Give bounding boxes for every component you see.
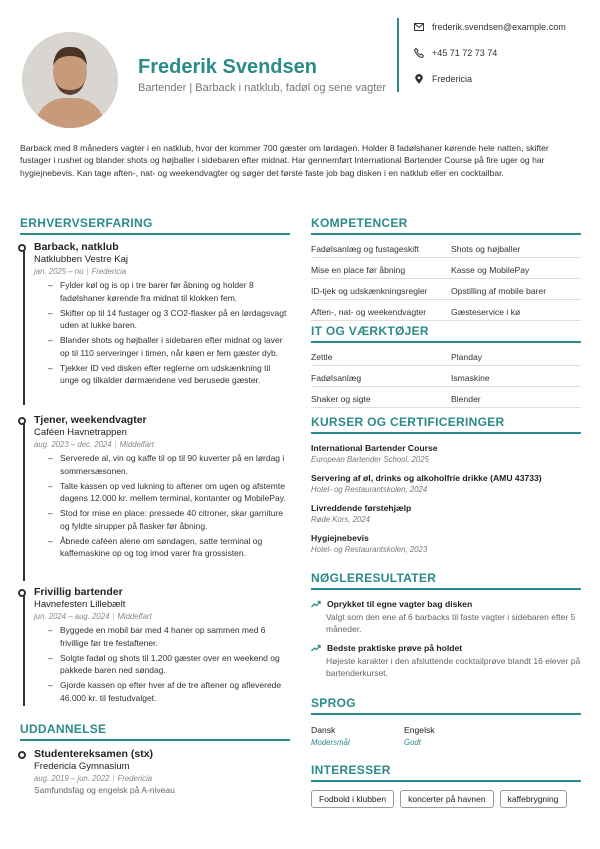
location-pin-icon	[414, 74, 424, 84]
profile-summary: Barback med 8 måneders vagter i en natklub, hvor der kommer 700 gæster om lørdagen. Holder 8 fadølshaner kørende hele natten, skifter fustager i rushet og blander shots og højballer i sidebaren efter midnat. Har gennemført International Bartender Course på fire uger og har hygiejnebevis. Kan tage aften-, nat- og weekendvagter og søger det første faste job bag disken i en natklub eller en cocktailbar.	[20, 143, 549, 178]
interests-heading: INTERESSER	[311, 763, 391, 777]
language-item	[404, 725, 435, 747]
tool-item: Zettle	[311, 352, 451, 366]
interest-tag: koncerter på havnen	[400, 790, 494, 808]
education-heading: UDDANNELSE	[20, 722, 107, 736]
job-meta: jan. 2025 – nu | Fredericia	[34, 267, 127, 276]
job-place: Fredericia	[91, 267, 127, 276]
trending-up-icon	[311, 644, 321, 652]
course-provider: European Bartender School, 2025	[311, 455, 429, 464]
candidate-subtitle: Bartender | Barback i natklub, fadøl og sene vagter	[138, 82, 387, 94]
tool-item: Planday	[451, 352, 581, 366]
course-name: Servering af øl, drinks og alkoholfrie drikke (AMU 43733)	[311, 473, 542, 483]
job-place: Middelfart	[119, 440, 154, 449]
tool-item: Ismaskine	[451, 373, 581, 387]
school-name: Fredericia Gymnasium	[34, 761, 130, 772]
skills-underline	[311, 233, 581, 235]
course-item	[311, 443, 581, 464]
trending-up-icon	[311, 600, 321, 608]
experience-heading: ERHVERVSERFARING	[20, 216, 153, 230]
job-place: Middelfart	[117, 612, 152, 621]
job-bullet: – Gjorde kassen op efter hver af de tre aftener og afleverede 46.000 kr. til festudvalget.	[48, 679, 288, 705]
language-name: Engelsk	[404, 725, 435, 735]
job-title: Barback, natklub	[34, 241, 119, 253]
languages-underline	[311, 713, 581, 715]
timeline-dot	[18, 589, 26, 597]
tools-heading: IT OG VÆRKTØJER	[311, 324, 429, 338]
result-item	[311, 599, 581, 636]
timeline-dot	[18, 751, 26, 759]
skill-item: ID-tjek og udskænkningsregler	[311, 286, 451, 300]
job-bullet: – Talte kassen op ved lukning to aftener om ugen og afstemte dagens 12.000 kr. mellem terminal, kontanter og MobilePay.	[48, 480, 288, 506]
degree-title: Studentereksamen (stx)	[34, 748, 154, 760]
skill-item: Opstilling af mobile barer	[451, 286, 581, 300]
skills-grid	[311, 244, 581, 321]
header-divider	[397, 18, 399, 92]
education-item	[18, 748, 288, 795]
language-level: Modersmål	[311, 738, 350, 747]
skill-item: Gæsteservice i kø	[451, 307, 581, 321]
result-title: Bedste praktiske prøve på holdet	[327, 643, 463, 653]
skills-heading: KOMPETENCER	[311, 216, 408, 230]
job-employer: Havnefesten Lillebælt	[34, 599, 126, 610]
job-bullet: – Åbnede caféen alene om søndagen, satte terminal og kaffemaskine op og tog imod varer fra grossisten.	[48, 535, 288, 561]
profile-photo	[22, 32, 118, 128]
contact-phone[interactable]	[414, 48, 497, 58]
skill-item: Mise en place før åbning	[311, 265, 451, 279]
courses-underline	[311, 432, 581, 434]
interest-tag: kaffebrygning	[500, 790, 567, 808]
education-place: Fredericia	[117, 774, 153, 783]
education-underline	[20, 739, 290, 741]
education-description: Samfundsfag og engelsk på A-niveau	[34, 785, 175, 795]
tool-item: Fadølsanlæg	[311, 373, 451, 387]
job-date: jan. 2025 – nu	[34, 267, 84, 276]
job-bullet: – Stod for mise en place: pressede 40 citroner, skar garniture og fyldte sirupper på flasker før åbning.	[48, 507, 288, 533]
language-name: Dansk	[311, 725, 336, 735]
course-item	[311, 473, 581, 494]
tool-item: Shaker og sigte	[311, 394, 451, 408]
job-bullets	[48, 279, 288, 387]
interests-underline	[311, 780, 581, 782]
job-bullet: – Solgte fadøl og shots til 1.200 gæster over en weekend og pakkede baren ned søndag.	[48, 652, 288, 678]
job-bullet: – Fylder køl og is op i tre barer før åbning og holder 8 fadølshaner kørende fra midnat til klokken fem.	[48, 279, 288, 305]
course-name: International Bartender Course	[311, 443, 438, 453]
job-bullet: – Serverede al, vin og kaffe til op til 90 kuverter på en lørdag i sommersæsonen.	[48, 452, 288, 478]
result-description: Højeste karakter i den afsluttende cocktailprøve blandt 16 elever på bartenderkurset.	[326, 656, 581, 679]
candidate-name: Frederik Svendsen	[138, 56, 317, 78]
experience-item	[18, 586, 288, 707]
interests-tags	[311, 790, 567, 808]
email-icon	[414, 22, 424, 32]
job-employer: Natklubben Vestre Kaj	[34, 254, 129, 265]
timeline-dot	[18, 244, 26, 252]
contact-email[interactable]	[414, 22, 566, 32]
result-title: Oprykket til egne vagter bag disken	[327, 599, 473, 609]
skill-item: Kasse og MobilePay	[451, 265, 581, 279]
result-description: Valgt som den ene af 6 barbacks til faste vagter i sidebaren efter 5 måneder.	[326, 612, 576, 635]
job-title: Tjener, weekendvagter	[34, 414, 147, 426]
timeline-dot	[18, 417, 26, 425]
course-provider: Hotel- og Restaurantskolen, 2024	[311, 485, 428, 494]
job-bullet: – Byggede en mobil bar med 4 haner op sammen med 6 frivillige før tre festaftener.	[48, 624, 288, 650]
phone-icon	[414, 48, 424, 58]
job-bullet: – Blander shots og højballer i sidebaren efter midnat og laver op til 110 serveringer i timen, når køen er fem gæster dyb.	[48, 334, 288, 360]
skill-item: Shots og højballer	[451, 244, 581, 258]
location-text: Fredericia	[432, 74, 473, 84]
course-name: Livreddende førstehjælp	[311, 503, 412, 513]
job-bullet: – Tjekker ID ved disken efter reglerne om udskænkning til unge og tilkalder dørmændene ved berusede gæster.	[48, 362, 288, 388]
phone-text: +45 71 72 73 74	[432, 48, 498, 58]
course-provider: Hotel- og Restaurantskolen, 2023	[311, 545, 428, 554]
course-item	[311, 503, 581, 524]
results-underline	[311, 588, 581, 590]
skill-item: Fadølsanlæg og fustageskift	[311, 244, 451, 258]
experience-item	[18, 241, 288, 389]
job-date: aug. 2023 – dec. 2024	[34, 440, 112, 449]
course-provider: Røde Kors, 2024	[311, 515, 370, 524]
job-title: Frivillig bartender	[34, 586, 123, 598]
education-meta: aug. 2019 – jun. 2022 | Fredericia	[34, 774, 153, 783]
language-level: Godt	[404, 738, 421, 747]
job-bullets	[48, 624, 288, 705]
education-date: aug. 2019 – jun. 2022	[34, 774, 110, 783]
experience-item	[18, 414, 288, 562]
experience-underline	[20, 233, 290, 235]
languages-heading: SPROG	[311, 696, 356, 710]
course-item	[311, 533, 581, 554]
job-date: jun. 2024 – aug. 2024	[34, 612, 110, 621]
job-bullets	[48, 452, 288, 560]
skill-item: Aften-, nat- og weekendvagter	[311, 307, 451, 321]
job-meta: jun. 2024 – aug. 2024 | Middelfart	[34, 612, 152, 621]
tools-grid	[311, 352, 581, 408]
course-name: Hygiejnebevis	[311, 533, 369, 543]
interest-tag: Fodbold i klubben	[311, 790, 394, 808]
tool-item: Blender	[451, 394, 581, 408]
contact-location	[414, 74, 472, 84]
language-item	[311, 725, 350, 747]
job-employer: Caféen Havnetrappen	[34, 427, 127, 438]
tools-underline	[311, 341, 581, 343]
job-bullet: – Skifter op til 14 fustager og 3 CO2-flasker på en lørdagsvagt uden at lukke baren.	[48, 307, 288, 333]
email-text: frederik.svendsen@example.com	[432, 22, 566, 32]
courses-heading: KURSER OG CERTIFICERINGER	[311, 415, 505, 429]
result-item	[311, 643, 581, 680]
results-heading: NØGLERESULTATER	[311, 571, 437, 585]
job-meta: aug. 2023 – dec. 2024 | Middelfart	[34, 440, 154, 449]
